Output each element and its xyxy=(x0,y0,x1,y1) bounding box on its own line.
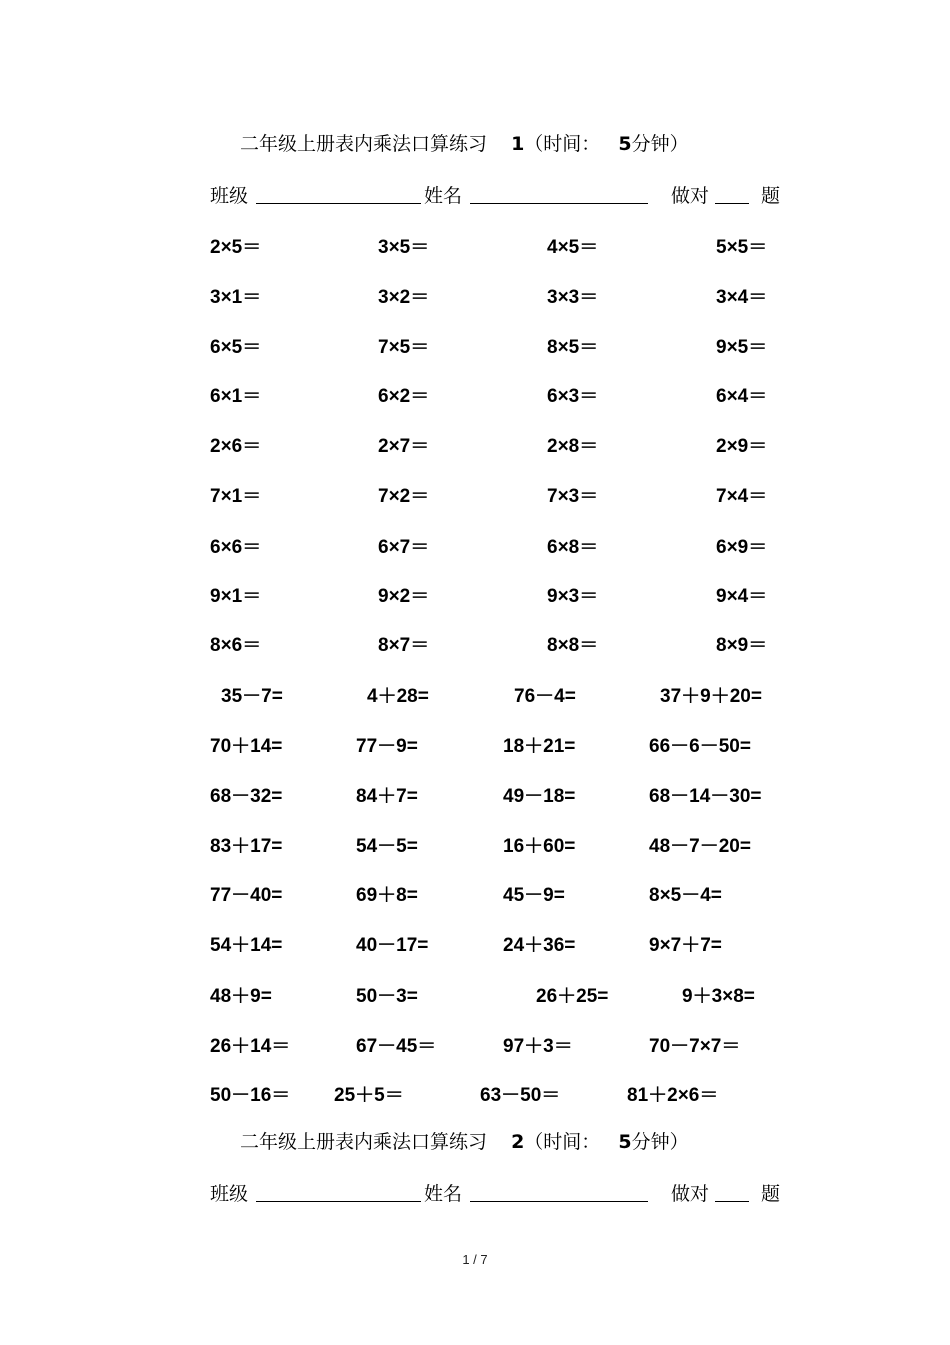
problem: 9×3＝ xyxy=(547,586,599,607)
problem-row xyxy=(0,930,950,958)
problem: 67－45＝ xyxy=(356,1036,437,1057)
problem: 25＋5＝ xyxy=(334,1085,404,1106)
worksheet-title-2 xyxy=(240,1127,689,1154)
problem-row xyxy=(0,481,950,509)
problem: 2×8＝ xyxy=(547,436,599,457)
problem: 7×5＝ xyxy=(378,337,430,358)
problem-row xyxy=(0,781,950,809)
problem: 50－3= xyxy=(356,986,418,1007)
problem-row xyxy=(0,232,950,260)
problem-row xyxy=(0,681,950,709)
problem: 3×5＝ xyxy=(378,237,430,258)
problem: 76－4= xyxy=(514,686,576,707)
problem: 77－9= xyxy=(356,736,418,757)
correct-count-blank[interactable] xyxy=(715,1201,749,1202)
problem: 8×8＝ xyxy=(547,635,599,656)
problem: 9×7＋7= xyxy=(649,935,722,956)
name-label: 姓名 xyxy=(424,185,463,207)
problem: 7×4＝ xyxy=(716,486,768,507)
class-label: 班级 xyxy=(210,1183,249,1205)
problem: 54＋14= xyxy=(210,935,283,956)
title-number: 1 xyxy=(511,133,525,155)
problem: 48＋9= xyxy=(210,986,272,1007)
title-time-unit: 分钟） xyxy=(631,133,689,155)
questions-label: 题 xyxy=(761,1183,781,1205)
title-number: 2 xyxy=(511,1131,525,1153)
problem: 81＋2×6＝ xyxy=(627,1085,719,1106)
problem: 2×7＝ xyxy=(378,436,430,457)
problem: 69＋8= xyxy=(356,885,418,906)
problem: 6×6＝ xyxy=(210,537,262,558)
problem: 8×9＝ xyxy=(716,635,768,656)
correct-label: 做对 xyxy=(671,1183,710,1205)
problem: 26＋25= xyxy=(536,986,609,1007)
problem: 6×8＝ xyxy=(547,537,599,558)
problem-row xyxy=(0,731,950,759)
title-time-value: 5 xyxy=(618,1131,632,1153)
title-time-label: （时间： xyxy=(524,133,601,155)
correct-label: 做对 xyxy=(671,185,710,207)
problem-row xyxy=(0,1080,950,1108)
problem-row xyxy=(0,532,950,560)
questions-label: 题 xyxy=(761,185,781,207)
problem: 54－5= xyxy=(356,836,418,857)
correct-count-blank[interactable] xyxy=(715,203,749,204)
problem: 9×1＝ xyxy=(210,586,262,607)
problem: 77－40= xyxy=(210,885,283,906)
problem: 6×3＝ xyxy=(547,386,599,407)
problem: 7×1＝ xyxy=(210,486,262,507)
problem-row xyxy=(0,282,950,310)
problem: 8×5－4= xyxy=(649,885,722,906)
problem: 8×6＝ xyxy=(210,635,262,656)
problem: 24＋36= xyxy=(503,935,576,956)
problem: 50－16＝ xyxy=(210,1085,291,1106)
problem-row xyxy=(0,831,950,859)
worksheet-title-1 xyxy=(240,129,689,156)
page-number: 1 / 7 xyxy=(462,1252,488,1267)
problem: 9×2＝ xyxy=(378,586,430,607)
problem-row xyxy=(0,581,950,609)
problem-row xyxy=(0,1031,950,1059)
problem: 8×7＝ xyxy=(378,635,430,656)
problem-row xyxy=(0,332,950,360)
problem: 2×9＝ xyxy=(716,436,768,457)
problem: 7×3＝ xyxy=(547,486,599,507)
problem: 49－18= xyxy=(503,786,576,807)
problem: 40－17= xyxy=(356,935,429,956)
problem-row xyxy=(0,630,950,658)
class-label: 班级 xyxy=(210,185,249,207)
title-prefix: 二年级上册表内乘法口算练习 xyxy=(240,133,488,155)
problem: 7×2＝ xyxy=(378,486,430,507)
title-time-unit: 分钟） xyxy=(631,1131,689,1153)
problem-row xyxy=(0,431,950,459)
problem: 70－7×7＝ xyxy=(649,1036,741,1057)
problem: 35－7= xyxy=(221,686,283,707)
student-info-line-1 xyxy=(210,181,785,209)
problem: 83＋17= xyxy=(210,836,283,857)
problem: 3×2＝ xyxy=(378,287,430,308)
problem: 66－6－50= xyxy=(649,736,751,757)
class-blank[interactable] xyxy=(256,1201,421,1202)
problem: 3×3＝ xyxy=(547,287,599,308)
title-time-label: （时间： xyxy=(524,1131,601,1153)
student-info-line-2 xyxy=(210,1179,785,1207)
problem: 68－32= xyxy=(210,786,283,807)
problem-row xyxy=(0,880,950,908)
problem: 2×5＝ xyxy=(210,237,262,258)
problem: 9×5＝ xyxy=(716,337,768,358)
problem: 2×6＝ xyxy=(210,436,262,457)
problem: 45－9= xyxy=(503,885,565,906)
problem: 4＋28= xyxy=(367,686,429,707)
problem: 37＋9＋20= xyxy=(660,686,762,707)
problem: 18＋21= xyxy=(503,736,576,757)
problem: 6×7＝ xyxy=(378,537,430,558)
name-blank[interactable] xyxy=(470,203,648,204)
problem: 97＋3＝ xyxy=(503,1036,573,1057)
problem: 6×9＝ xyxy=(716,537,768,558)
problem: 4×5＝ xyxy=(547,237,599,258)
problem: 26＋14＝ xyxy=(210,1036,291,1057)
problem: 9＋3×8= xyxy=(682,986,755,1007)
problem-row xyxy=(0,981,950,1009)
problem: 16＋60= xyxy=(503,836,576,857)
problem: 63－50＝ xyxy=(480,1085,561,1106)
problem: 6×4＝ xyxy=(716,386,768,407)
name-blank[interactable] xyxy=(470,1201,648,1202)
problem: 68－14－30= xyxy=(649,786,762,807)
problem: 9×4＝ xyxy=(716,586,768,607)
problem: 5×5＝ xyxy=(716,237,768,258)
problem: 3×4＝ xyxy=(716,287,768,308)
problem: 8×5＝ xyxy=(547,337,599,358)
problem-row xyxy=(0,381,950,409)
title-prefix: 二年级上册表内乘法口算练习 xyxy=(240,1131,488,1153)
title-time-value: 5 xyxy=(618,133,632,155)
problem: 84＋7= xyxy=(356,786,418,807)
name-label: 姓名 xyxy=(424,1183,463,1205)
problem: 70＋14= xyxy=(210,736,283,757)
problem: 48－7－20= xyxy=(649,836,751,857)
problem: 6×1＝ xyxy=(210,386,262,407)
problem: 6×2＝ xyxy=(378,386,430,407)
problem: 3×1＝ xyxy=(210,287,262,308)
class-blank[interactable] xyxy=(256,203,421,204)
problem: 6×5＝ xyxy=(210,337,262,358)
